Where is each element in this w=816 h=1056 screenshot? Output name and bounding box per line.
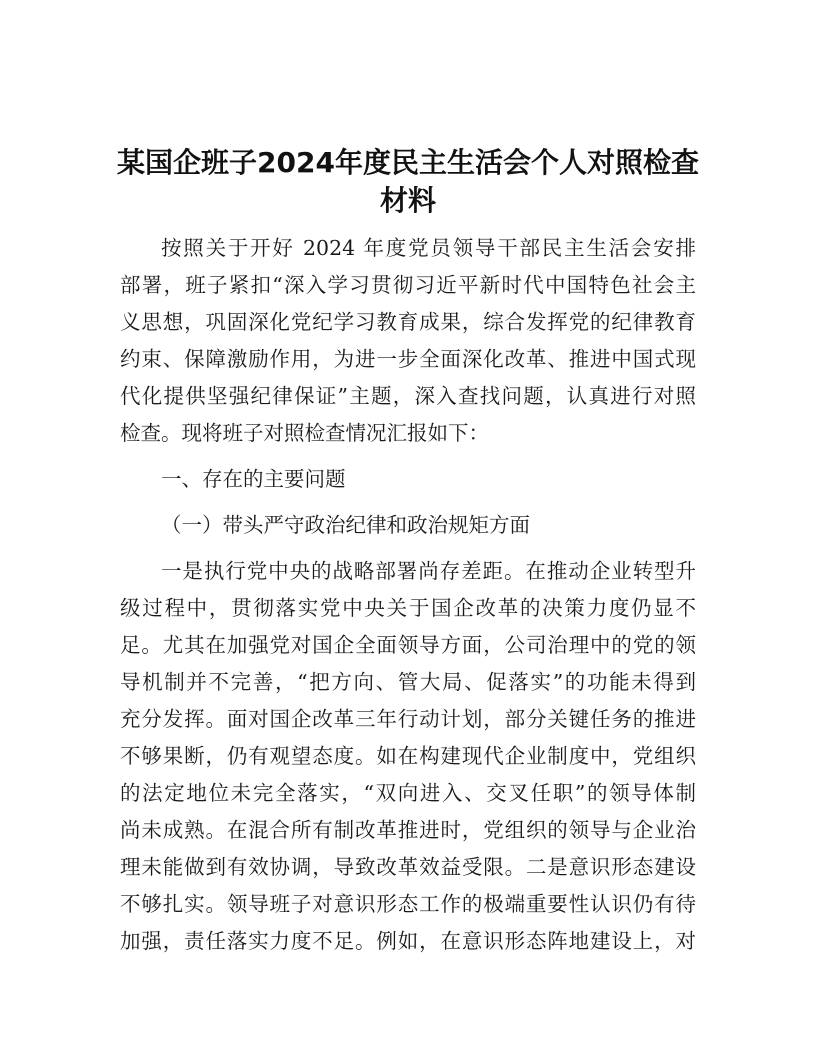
paragraph-line: 按照关于开好 2024 年度党员领导干部民主生活会安排 <box>161 236 696 260</box>
paragraph-line: 一是执行党中央的战略部署尚存差距。在推动企业转型升 <box>161 559 696 583</box>
paragraph-line: 检查。现将班子对照检查情况汇报如下： <box>120 421 489 445</box>
paragraph-line: 理未能做到有效协调，导致改革效益受限。二是意识形态建设 <box>120 855 696 879</box>
paragraph-line: 的法定地位未完全落实，“双向进入、交叉任职”的领导体制 <box>120 781 696 805</box>
paragraph-line: 足。尤其在加强党对国企全面领导方面，公司治理中的党的领 <box>120 633 696 657</box>
paragraph-line: 级过程中，贯彻落实党中央关于国企改革的决策力度仍显不 <box>120 596 696 620</box>
paragraph-line: 尚未成熟。在混合所有制改革推进时，党组织的领导与企业治 <box>120 818 696 842</box>
paragraph-line: 不够扎实。领导班子对意识形态工作的极端重要性认识仍有待 <box>120 892 696 916</box>
section-heading: 一、存在的主要问题 <box>161 467 346 491</box>
document-title-line-1: 某国企班子2024年度民主生活会个人对照检查 <box>117 146 699 179</box>
paragraph-line: 不够果断，仍有观望态度。如在构建现代企业制度中，党组织 <box>120 744 696 768</box>
paragraph-line: 约束、保障激励作用，为进一步全面深化改革、推进中国式现 <box>120 347 696 371</box>
paragraph-line: 义思想，巩固深化党纪学习教育成果，综合发挥党的纪律教育 <box>120 310 696 334</box>
paragraph-line: 代化提供坚强纪律保证”主题，深入查找问题，认真进行对照 <box>120 384 696 408</box>
document-title-line-2: 材料 <box>379 184 436 217</box>
paragraph-line: 部署，班子紧扣“深入学习贯彻习近平新时代中国特色社会主 <box>120 273 696 297</box>
paragraph-line: 加强，责任落实力度不足。例如，在意识形态阵地建设上，对 <box>120 929 696 953</box>
paragraph-line: 导机制并不完善，“把方向、管大局、促落实”的功能未得到 <box>120 670 696 694</box>
subsection-heading: （一）带头严守政治纪律和政治规矩方面 <box>161 513 530 537</box>
paragraph-line: 充分发挥。面对国企改革三年行动计划，部分关键任务的推进 <box>120 707 696 731</box>
